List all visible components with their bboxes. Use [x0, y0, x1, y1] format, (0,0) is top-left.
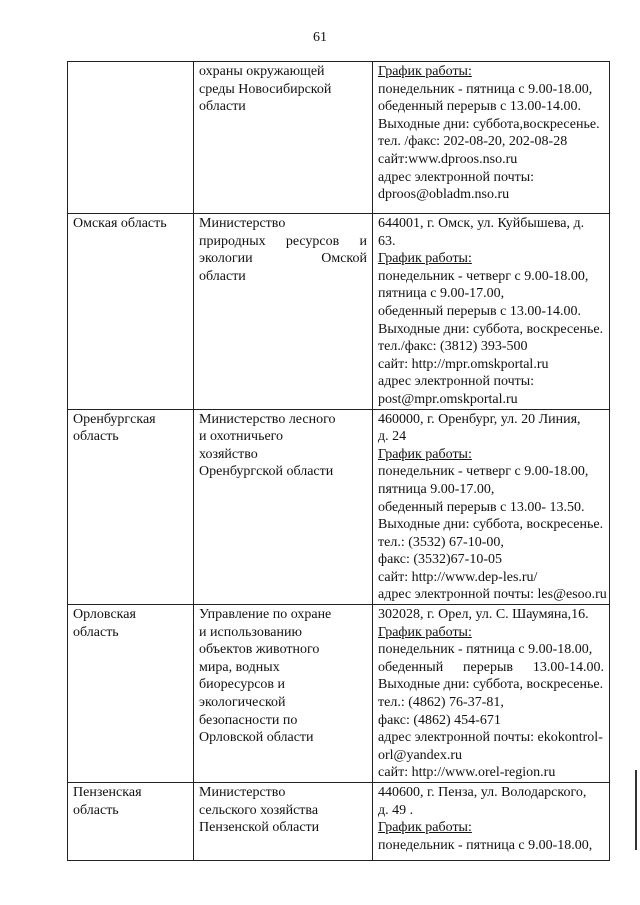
agency-line: охраны окружающей — [199, 64, 325, 79]
contacts-line: обеденный перерыв с 13.00-14.00. — [378, 303, 581, 319]
region-cell — [68, 783, 194, 861]
table-row — [68, 783, 610, 861]
contacts-line: orl@yandex.ru — [378, 747, 463, 763]
contacts-line: тел.: (4862) 76-37-81, — [378, 695, 504, 711]
contacts-line: 440600, г. Пенза, ул. Володарского, — [378, 785, 587, 800]
agency-line: экологической — [199, 695, 286, 711]
contacts-line: dproos@obladm.nso.ru — [378, 187, 510, 203]
region-cell — [68, 214, 194, 410]
agency-line: Министерство — [199, 216, 286, 231]
page-edge-mark — [635, 770, 637, 850]
agency-line: Министерство лесного — [199, 411, 336, 427]
agency-line: экологии Омской — [199, 251, 367, 267]
contacts-line: адрес электронной почты: — [378, 374, 535, 390]
agency-line: области — [199, 99, 246, 115]
agency-line: Орловской области — [199, 730, 314, 746]
table-row — [68, 62, 610, 214]
contacts-line: Выходные дни: суббота, воскресенье. — [378, 517, 604, 533]
contacts-line: адрес электронной почты: — [378, 169, 535, 185]
contacts-line: тел.: (3532) 67-10-00, — [378, 534, 504, 550]
contacts-line: адрес электронной почты: ekokontrol- — [378, 730, 603, 746]
agency-line: мира, водных — [199, 659, 280, 675]
contacts-line: обеденный перерыв 13.00-14.00. — [378, 659, 604, 675]
agency-cell — [194, 605, 373, 783]
region-cell — [68, 409, 194, 605]
agency-line: биоресурсов и — [199, 677, 286, 693]
contacts-line: post@mpr.omskportal.ru — [378, 391, 518, 407]
region-line: Орловская — [73, 607, 136, 623]
contacts-line: понедельник - пятница с 9.00-18.00, — [378, 642, 593, 658]
contacts-line: д. 49 . — [378, 802, 414, 818]
schedule-heading: График работы: — [378, 251, 472, 267]
schedule-heading: График работы: — [378, 624, 472, 640]
contacts-line: 63. — [378, 233, 396, 249]
schedule-heading: График работы: — [378, 820, 472, 836]
agency-line: и охотничьего — [199, 429, 284, 445]
contacts-line: 644001, г. Омск, ул. Куйбышева, д. — [378, 216, 585, 231]
contacts-line: пятница 9.00-17.00, — [378, 481, 495, 497]
contacts-line: обеденный перерыв с 13.00-14.00. — [378, 99, 581, 115]
agency-line: Управление по охране — [199, 607, 332, 623]
contacts-line: 460000, г. Оренбург, ул. 20 Линия, — [378, 411, 581, 427]
contacts-table — [67, 61, 610, 861]
agency-line: Пензенской области — [199, 820, 320, 836]
contacts-line: адрес электронной почты: les@esoo.ru — [378, 587, 607, 603]
contacts-line: тел./факс: (3812) 393-500 — [378, 339, 528, 355]
contacts-cell — [373, 214, 610, 410]
contacts-line: понедельник - пятница с 9.00-18.00, — [378, 81, 593, 97]
contacts-line: факс: (4862) 454-671 — [378, 712, 501, 728]
contacts-line: понедельник - пятница с 9.00-18.00, — [378, 837, 593, 853]
contacts-line: обеденный перерыв с 13.00- 13.50. — [378, 499, 585, 515]
agency-line: объектов животного — [199, 642, 320, 658]
agency-line: области — [199, 268, 246, 284]
agency-line: Оренбургской области — [199, 464, 334, 480]
page-number: 61 — [313, 30, 327, 45]
table-row — [68, 409, 610, 605]
contacts-line: понедельник - четверг с 9.00-18.00, — [378, 268, 589, 284]
agency-line: и использованию — [199, 624, 302, 640]
agency-line: сельского хозяйства — [199, 802, 319, 818]
agency-line: хозяйство — [199, 446, 258, 462]
contacts-line: 302028, г. Орел, ул. С. Шаумяна,16. — [378, 607, 589, 623]
agency-cell — [194, 783, 373, 861]
contacts-cell — [373, 409, 610, 605]
contacts-line: сайт: http://mpr.omskportal.ru — [378, 356, 549, 372]
agency-cell — [194, 62, 373, 214]
contacts-cell — [373, 62, 610, 214]
contacts-line: д. 24 — [378, 429, 407, 445]
agency-cell — [194, 409, 373, 605]
region-line: Омская область — [73, 216, 167, 231]
schedule-heading: График работы: — [378, 446, 472, 462]
agency-line: природных ресурсов и — [199, 233, 367, 249]
contacts-cell — [373, 605, 610, 783]
agency-line: Министерство — [199, 785, 286, 800]
contacts-line: Выходные дни: суббота,воскресенье. — [378, 116, 600, 132]
region-line: область — [73, 802, 119, 818]
region-cell — [68, 605, 194, 783]
agency-line: безопасности по — [199, 712, 298, 728]
region-line: область — [73, 429, 119, 445]
contacts-line: Выходные дни: суббота, воскресенье. — [378, 321, 604, 337]
contacts-line: Выходные дни: суббота, воскресенье. — [378, 677, 604, 693]
region-line: область — [73, 624, 119, 640]
region-line: Пензенская — [73, 785, 142, 800]
schedule-heading: График работы: — [378, 64, 472, 79]
contacts-cell — [373, 783, 610, 861]
agency-line: среды Новосибирской — [199, 81, 332, 97]
contacts-line: тел. /факс: 202-08-20, 202-08-28 — [378, 134, 568, 150]
region-line: Оренбургская — [73, 411, 156, 427]
region-cell — [68, 62, 194, 214]
table-row — [68, 605, 610, 783]
contacts-line: понедельник - четверг с 9.00-18.00, — [378, 464, 589, 480]
contacts-line: сайт:www.dproos.nso.ru — [378, 151, 518, 167]
contacts-line: сайт: http://www.dep-les.ru/ — [378, 569, 538, 585]
agency-cell — [194, 214, 373, 410]
contacts-line: пятница с 9.00-17.00, — [378, 286, 505, 302]
contacts-line: факс: (3532)67-10-05 — [378, 552, 502, 568]
table-row — [68, 214, 610, 410]
contacts-line: сайт: http://www.orel-region.ru — [378, 765, 556, 781]
